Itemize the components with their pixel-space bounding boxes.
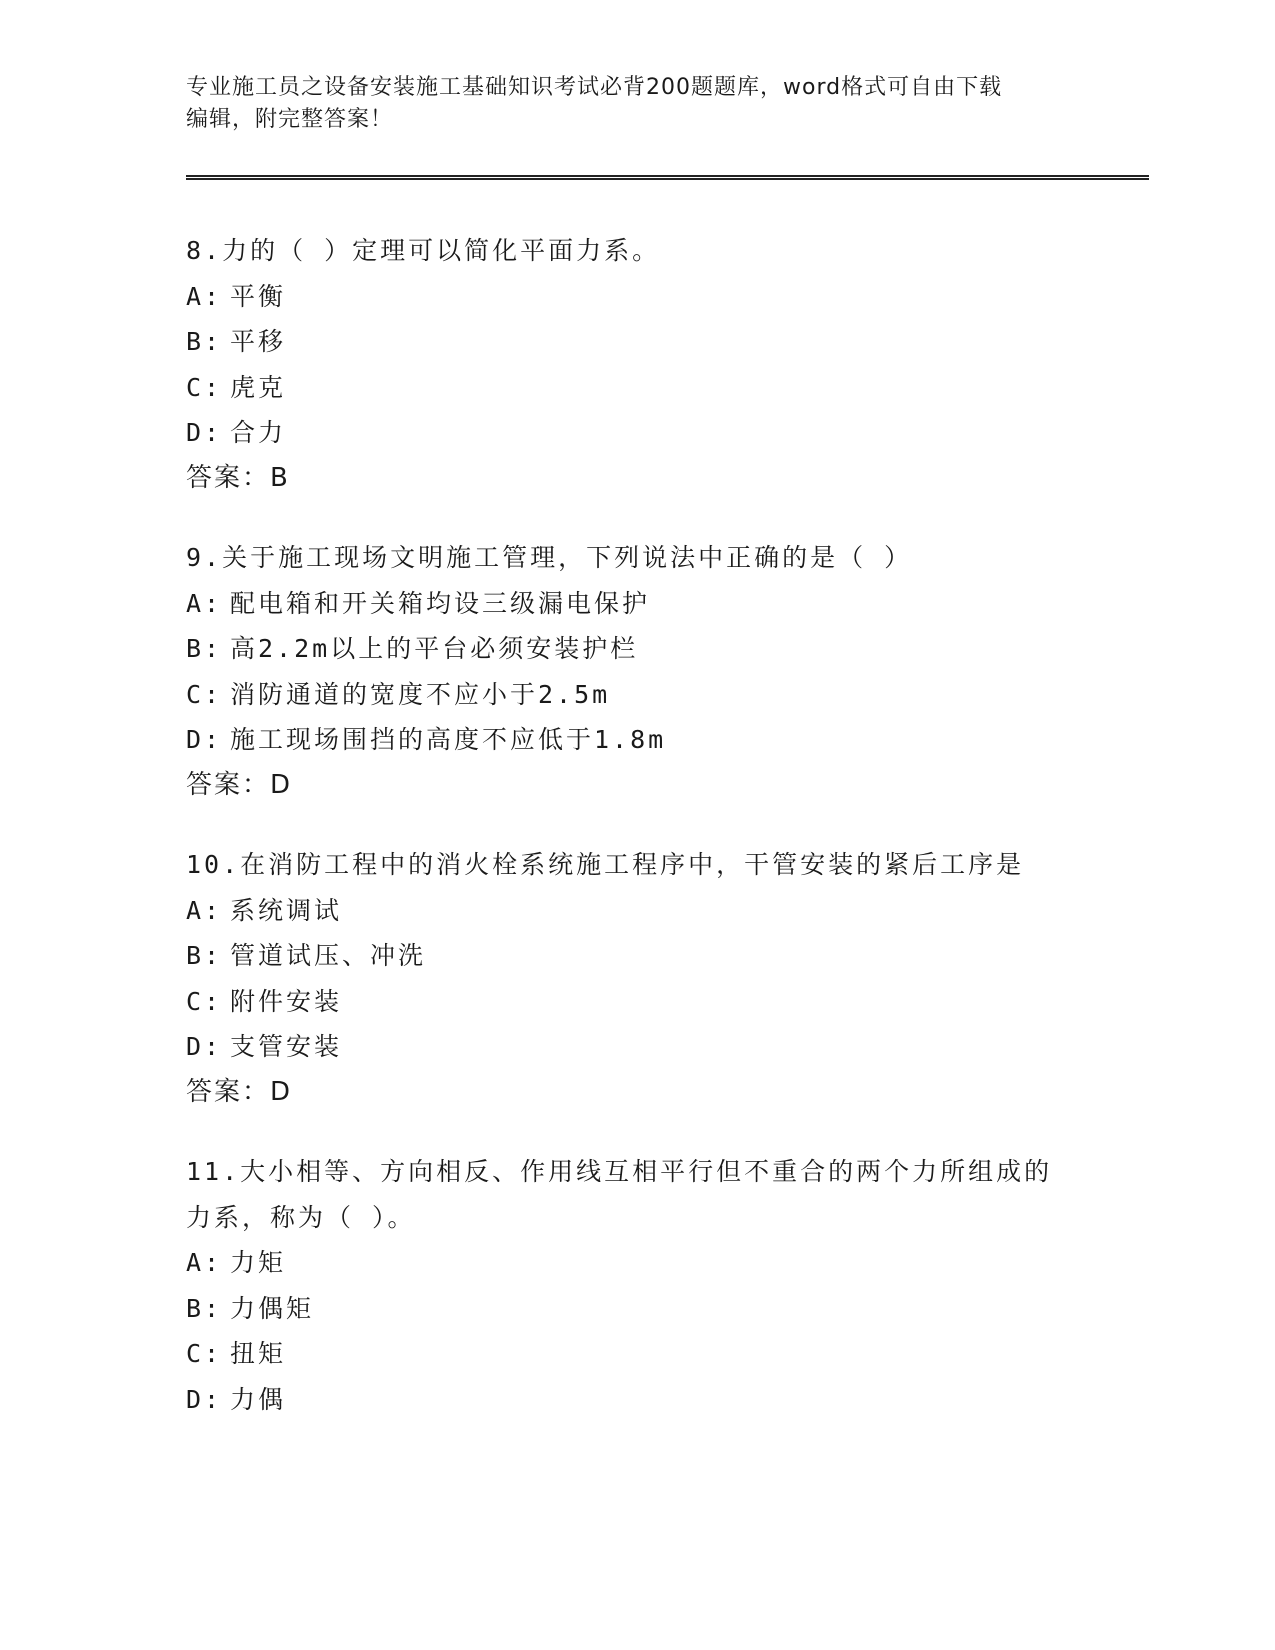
option-text: 系统调试 (230, 895, 343, 925)
option-key: D: (186, 725, 223, 754)
option-key: D: (186, 1032, 223, 1061)
question-stem: 9.关于施工现场文明施工管理，下列说法中正确的是（ ） (186, 543, 913, 572)
option-key: A: (186, 895, 223, 925)
option-text: 力偶矩 (230, 1293, 315, 1323)
header-title-line-1: 专业施工员之设备安装施工基础知识考试必背200题题库，word格式可自由下载 (186, 75, 1003, 100)
option-text: 平衡 (230, 281, 287, 311)
option-text: 支管安装 (230, 1032, 343, 1061)
answer-option (186, 1240, 1086, 1286)
option-text: 虎克 (230, 372, 287, 402)
answer-option (186, 888, 1086, 934)
question-block (186, 842, 1086, 1115)
answer-option (186, 319, 1086, 365)
option-text: 平移 (230, 327, 287, 356)
answer-key: 答案：D (186, 769, 293, 800)
option-text: 力偶 (230, 1384, 287, 1414)
option-key: A: (186, 281, 223, 311)
option-key: C: (186, 1339, 223, 1368)
answer-option (186, 410, 1086, 456)
question-stem: 10.在消防工程中的消火栓系统施工程序中，干管安装的紧后工序是 (186, 850, 1025, 879)
option-key: B: (186, 1293, 223, 1323)
answer-key: 答案：B (186, 462, 290, 493)
option-key: B: (186, 941, 223, 970)
option-key: A: (186, 1248, 223, 1277)
answer-option (186, 1286, 1086, 1332)
answer-option (186, 717, 1086, 763)
answer-option (186, 274, 1086, 320)
option-text: 管道试压、冲洗 (230, 941, 427, 970)
option-text: 附件安装 (230, 986, 343, 1016)
option-key: B: (186, 634, 223, 663)
option-key: C: (186, 986, 223, 1016)
question-stem: 11.大小相等、方向相反、作用线互相平行但不重合的两个力所组成的 (186, 1157, 1053, 1186)
answer-option (186, 581, 1086, 627)
option-key: A: (186, 588, 223, 618)
answer-option (186, 1024, 1086, 1070)
header-title-line-2: 编辑，附完整答案！ (186, 107, 394, 132)
option-text: 力矩 (230, 1248, 287, 1277)
header-double-rule (186, 175, 1149, 180)
answer-option (186, 672, 1086, 718)
answer-option (186, 626, 1086, 672)
question-block (186, 1149, 1086, 1422)
option-text: 扭矩 (230, 1339, 287, 1368)
option-text: 施工现场围挡的高度不应低于1.8m (230, 725, 667, 754)
document-header (186, 72, 1086, 136)
question-list (186, 228, 1086, 1456)
option-key: D: (186, 1384, 223, 1414)
question-block (186, 228, 1086, 501)
question-stem: 8.力的（ ）定理可以简化平面力系。 (186, 236, 661, 265)
answer-option (186, 365, 1086, 411)
question-block (186, 535, 1086, 808)
option-key: D: (186, 418, 223, 447)
option-text: 配电箱和开关箱均设三级漏电保护 (230, 588, 651, 618)
answer-key: 答案：D (186, 1076, 293, 1107)
option-key: C: (186, 679, 223, 709)
option-key: C: (186, 372, 223, 402)
option-key: B: (186, 327, 223, 356)
answer-option (186, 933, 1086, 979)
option-text: 消防通道的宽度不应小于2.5m (230, 679, 611, 709)
question-stem: 力系，称为（ ）。 (186, 1202, 416, 1232)
option-text: 高2.2m以上的平台必须安装护栏 (230, 634, 639, 663)
option-text: 合力 (230, 418, 287, 447)
answer-option (186, 979, 1086, 1025)
answer-option (186, 1377, 1086, 1423)
answer-option (186, 1331, 1086, 1377)
